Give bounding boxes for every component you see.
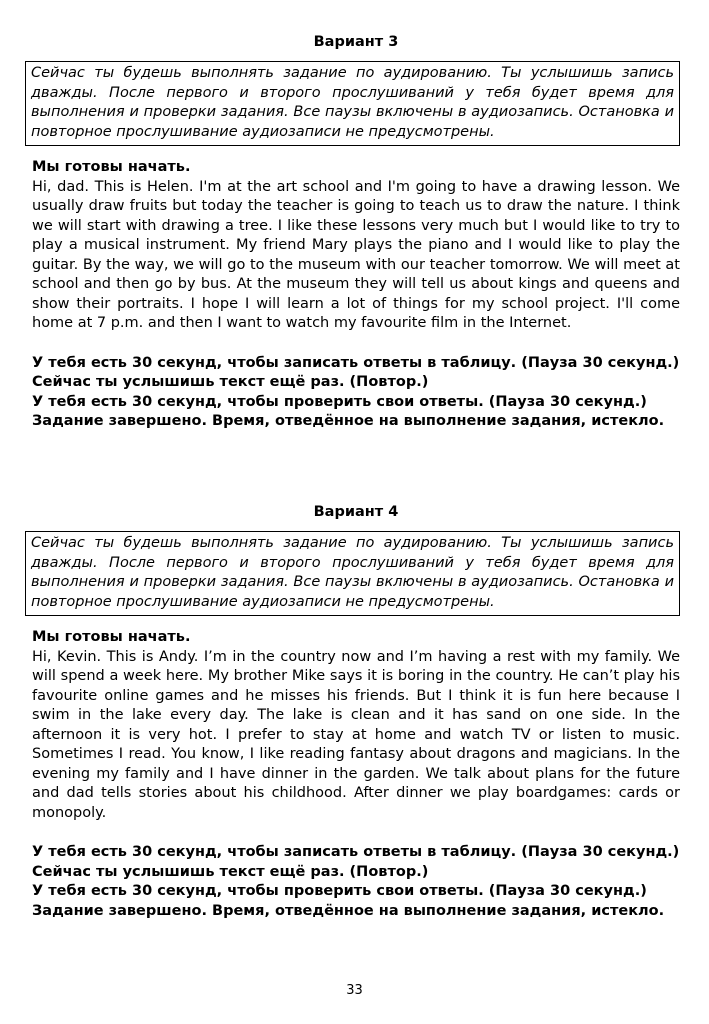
variant-4-closing-block xyxy=(32,843,680,921)
variant-3-closing-line: Задание завершено. Время, отведённое на выполнение задания, истекло. xyxy=(32,413,665,429)
variant-3-closing-block xyxy=(32,354,680,432)
variant-4-closing-line: У тебя есть 30 секунд, чтобы проверить свои ответы. (Пауза 30 секунд.) xyxy=(32,883,647,899)
variant-3-closing-line: У тебя есть 30 секунд, чтобы проверить свои ответы. (Пауза 30 секунд.) xyxy=(32,393,647,410)
page-number: 33 xyxy=(346,983,363,998)
variant-3-closing-line: Сейчас ты услышишь текст ещё раз. (Повтор.) xyxy=(32,374,429,390)
variant-4-section xyxy=(32,503,680,921)
variant-4-closing-line: Сейчас ты услышишь текст ещё раз. (Повтор.) xyxy=(32,863,429,880)
variant-4-ready-heading: Мы готовы начать. xyxy=(32,629,191,645)
variant-3-transcript: Hi, dad. This is Helen. I'm at the art school and I'm going to have a drawing lesson. We usually draw fruits but today the teacher is going to teach us to draw the nature. I think we will start with drawing a tree. I like these lessons very much but I would like to try to play a musical instrument. My friend Mary plays the piano and I would like to play the guitar. By the way, we will go to the museum with our teacher tomorrow. We will meet at school and then go by bus. At the museum they will tell us about kings and queens and show their portraits. I hope I will learn a lot of things for my school project. I'll come home at 7 p.m. and then I want to watch my favourite film in the Internet. xyxy=(32,178,680,331)
variant-3-closing-line: У тебя есть 30 секунд, чтобы записать ответы в таблицу. (Пауза 30 секунд.) xyxy=(32,354,680,371)
variant-4-transcript: Hi, Kevin. This is Andy. I’m in the country now and I’m having a rest with my family. We will spend a week here. My brother Mike says it is boring in the country. He can’t play his favourite online games and he misses his friends. But I think it is fun here because I swim in the lake every day. The lake is clean and it has sand on one side. In the afternoon it is very hot. I prefer to stay at home and watch TV or listen to music. Sometimes I read. You know, I like reading fantasy about dragons and magicians. In the evening my family and I have dinner in the garden. We talk about plans for the future and dad tells stories about his childhood. After dinner we play boardgames: cards or monopoly. xyxy=(32,648,680,821)
variant-4-instruction-box: Сейчас ты будешь выполнять задание по аудированию. Ты услышишь запись дважды. После первого и второго прослушиваний у тебя будет время для выполнения и проверки задания. Все паузы включены в аудиозапись. Остановка и повторное прослушивание аудиозаписи не предусмотрены. xyxy=(25,531,680,616)
variant-3-section xyxy=(32,33,680,432)
variant-4-closing-line: У тебя есть 30 секунд, чтобы записать ответы в таблицу. (Пауза 30 секунд.) xyxy=(32,844,680,860)
variant-4-title: Вариант 4 xyxy=(313,504,399,520)
variant-3-title: Вариант 3 xyxy=(313,34,399,50)
variant-4-closing-line: Задание завершено. Время, отведённое на выполнение задания, истекло. xyxy=(32,902,665,919)
variant-3-ready-heading: Мы готовы начать. xyxy=(32,159,191,175)
variant-3-instruction-box: Сейчас ты будешь выполнять задание по аудированию. Ты услышишь запись дважды. После первого и второго прослушиваний у тебя будет время для выполнения и проверки задания. Все паузы включены в аудиозапись. Остановка и повторное прослушивание аудиозаписи не предусмотрены. xyxy=(25,61,680,146)
